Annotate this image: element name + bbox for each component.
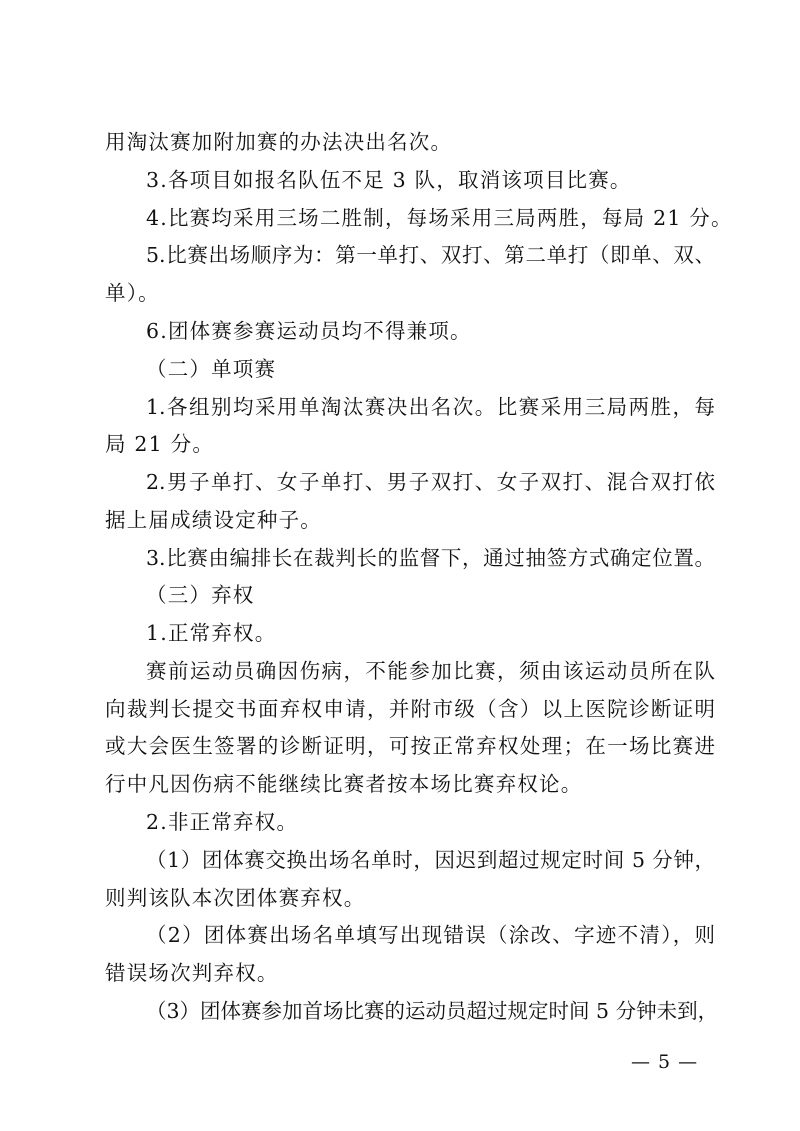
text-line: 2.男子单打、女子单打、男子双打、女子双打、混合双打依	[146, 470, 715, 494]
text-line: 用淘汰赛加附加赛的办法决出名次。	[105, 130, 453, 154]
section-heading: （二）单项赛	[146, 357, 277, 381]
text-line: 4.比赛均采用三场二胜制，每场采用三局两胜，每局 21 分。	[146, 206, 733, 230]
text-line: 3.比赛由编排长在裁判长的监督下，通过抽签方式确定位置。	[146, 546, 715, 570]
text-line: 1.正常弃权。	[146, 621, 277, 645]
text-line: 1.各组别均采用单淘汰赛决出名次。比赛采用三局两胜，每	[146, 395, 715, 419]
section-heading: （三）弃权	[146, 583, 255, 607]
text-line: 据上届成绩设定种子。	[105, 508, 322, 532]
text-line: 2.非正常弃权。	[146, 810, 299, 834]
text-line: 局 21 分。	[105, 432, 215, 456]
text-line: 则判该队本次团体赛弃权。	[105, 886, 366, 910]
text-line: （1）团体赛交换出场名单时，因迟到超过规定时间 5 分钟，	[146, 848, 715, 872]
text-line: 3.各项目如报名队伍不足 3 队，取消该项目比赛。	[146, 168, 632, 192]
page-number: — 5 —	[631, 1051, 699, 1073]
text-line: （3）团体赛参加首场比赛的运动员超过规定时间 5 分钟未到，	[146, 999, 719, 1023]
text-line: 行中凡因伤病不能继续比赛者按本场比赛弃权论。	[105, 772, 583, 796]
text-line: 单）。	[105, 281, 160, 305]
text-line: 赛前运动员确因伤病，不能参加比赛，须由该运动员所在队	[146, 659, 715, 683]
text-line: 错误场次判弃权。	[105, 961, 279, 985]
text-line: 或大会医生签署的诊断证明，可按正常弃权处理；在一场比赛进	[105, 734, 715, 758]
text-line: 5.比赛出场顺序为：第一单打、双打、第二单打（即单、双、	[146, 243, 715, 267]
text-line: 向裁判长提交书面弃权申请，并附市级（含）以上医院诊断证明	[105, 697, 715, 721]
text-line: 6.团体赛参赛运动员均不得兼项。	[146, 319, 472, 343]
text-line: （2）团体赛出场名单填写出现错误（涂改、字迹不清），则	[146, 923, 715, 947]
